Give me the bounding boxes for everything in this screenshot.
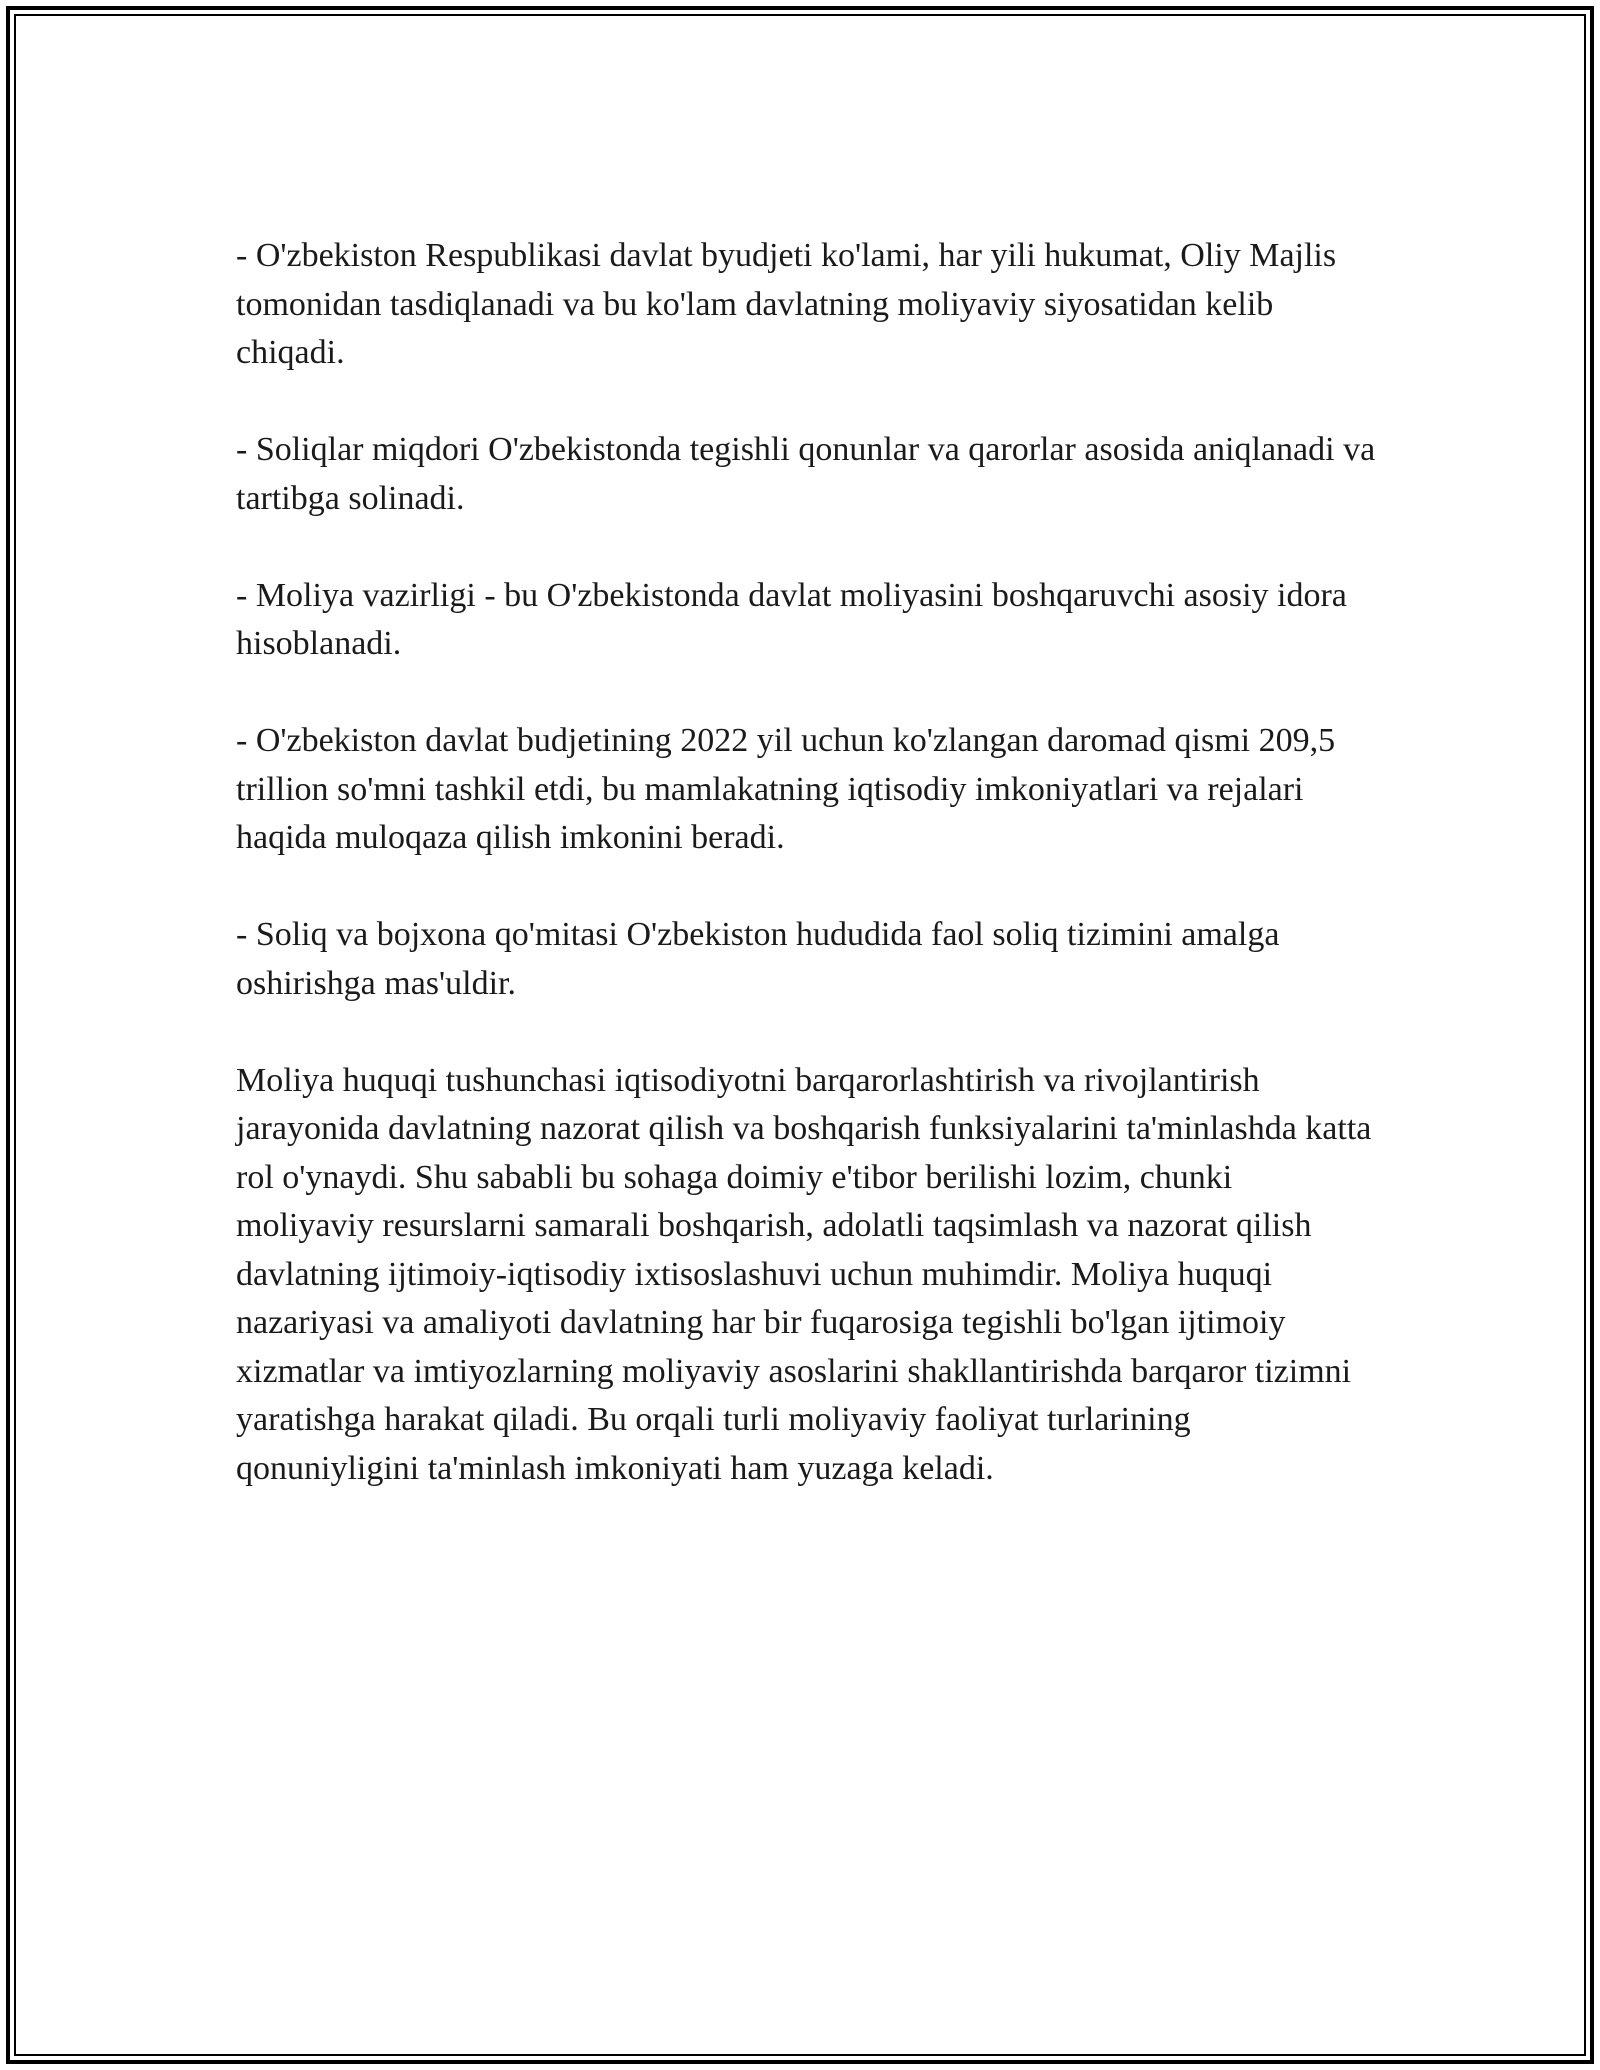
bullet-paragraph-taxes: - Soliqlar miqdori O'zbekistonda tegishli qonunlar va qarorlar asosida aniqlanadi va tartibga solinadi. [236, 431, 1376, 517]
bullet-paragraph-ministry: - Moliya vazirligi - bu O'zbekistonda davlat moliyasini boshqaruvchi asosiy idora hisoblanadi. [236, 576, 1347, 662]
document-body [236, 232, 1376, 1493]
body-paragraph-conclusion: Moliya huquqi tushunchasi iqtisodiyotni barqarorlashtirish va rivojlantirish jarayonida davlatning nazorat qilish va boshqarish funksiyalarini ta'minlashda katta rol o'ynaydi. Shu sababli bu sohaga doimiy e'tibor berilishi lozim, chunki moliyaviy resurslarni samarali boshqarish, adolatli taqsimlash va nazorat qilish davlatning ijtimoiy-iqtisodiy ixtisoslashuvi uchun muhimdir. Moliya huquqi nazariyasi va amaliyoti davlatning har bir fuqarosiga tegishli bo'lgan ijtimoiy xizmatlar va imtiyozlarning moliyaviy asoslarini shakllantirishda barqaror tizimni yaratishga harakat qiladi. Bu orqali turli moliyaviy faoliyat turlarining qonuniyligini ta'minlash imkoniyati ham yuzaga keladi. [236, 1061, 1372, 1487]
bullet-paragraph-budget: - O'zbekiston Respublikasi davlat byudjeti ko'lami, har yili hukumat, Oliy Majlis tomonidan tasdiqlanadi va bu ko'lam davlatning moliyaviy siyosatidan kelib chiqadi. [236, 237, 1337, 371]
bullet-paragraph-customs: - Soliq va bojxona qo'mitasi O'zbekiston hududida faol soliq tizimini amalga oshirishga mas'uldir. [236, 916, 1280, 1002]
bullet-paragraph-revenue: - O'zbekiston davlat budjetining 2022 yil uchun ko'zlangan daromad qismi 209,5 trillion so'mni tashkil etdi, bu mamlakatning iqtisodiy imkoniyatlari va rejalari haqida muloqaza qilish imkonini beradi. [236, 722, 1336, 856]
